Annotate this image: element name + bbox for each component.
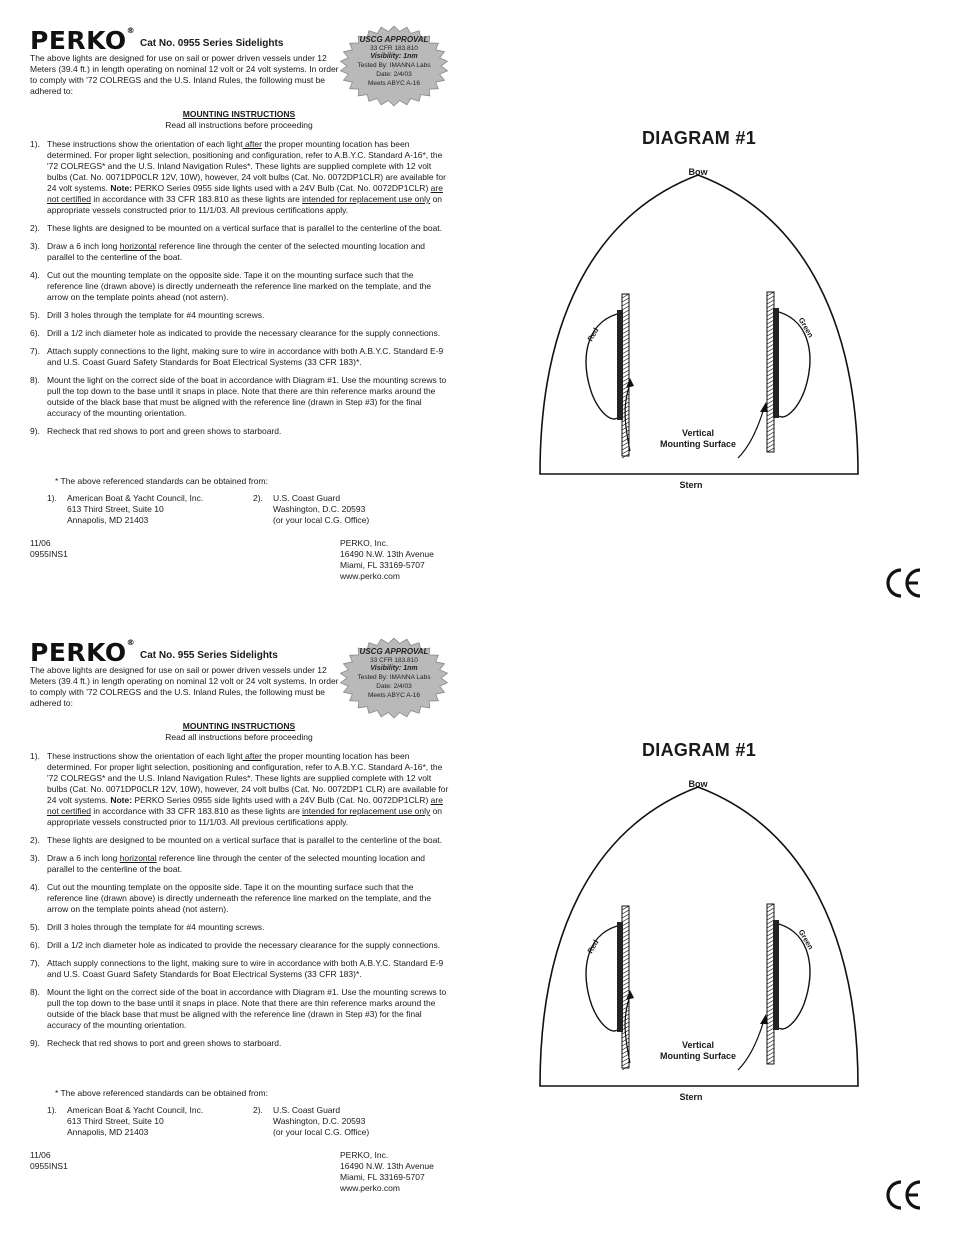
instruction-step-4: 4). Cut out the mounting template on the opposite side. Tape it on the mounting surface such that the reference line (drawn above) is directly underneath the reference line marked on the template, and the arrow on the template points ahead (not astern). bbox=[30, 270, 432, 302]
mounting-instructions-heading: MOUNTING INSTRUCTIONS bbox=[182, 721, 296, 731]
seal-title: USCG APPROVAL bbox=[359, 35, 429, 44]
catalog-number: Cat No. 0955 Series Sidelights bbox=[140, 38, 284, 49]
uscg-approval-seal bbox=[340, 26, 448, 110]
intro-paragraph: The above lights are designed for use on sail or power driven vessels under 12 Meters (39.4 ft.) in length operating on nominal 12 volt or 24 volt systems. In order to comply with '72 COLREGS and the U.S. Inland Rules, the following must be adhered to: bbox=[30, 53, 339, 96]
mounting-instructions-subheading: Read all instructions before proceeding bbox=[165, 732, 313, 742]
perko-logo: PERKO® bbox=[30, 26, 136, 55]
instruction-step-2: 2). These lights are designed to be mounted on a vertical surface that is parallel to the centerline of the boat. bbox=[30, 835, 443, 845]
instruction-step-9: 9). Recheck that red shows to port and green shows to starboard. bbox=[30, 1038, 282, 1048]
document-code: 0955INS1 bbox=[30, 549, 68, 559]
instruction-step-4: 4). Cut out the mounting template on the opposite side. Tape it on the mounting surface such that the reference line (drawn above) is directly underneath the reference line marked on the template, and the arrow on the template points ahead (not astern). bbox=[30, 882, 432, 914]
svg-text:CE: CE bbox=[884, 567, 886, 568]
seal-line: Date: 2/4/03 bbox=[376, 683, 412, 690]
document-info bbox=[30, 538, 68, 560]
instruction-step-5: 5). Drill 3 holes through the template for #4 mounting screws. bbox=[30, 310, 265, 320]
seal-line: Visibility: 1nm bbox=[370, 53, 418, 60]
bow-label: Bow bbox=[688, 167, 708, 177]
instruction-step-2: 2). These lights are designed to be mounted on a vertical surface that is parallel to the centerline of the boat. bbox=[30, 223, 443, 233]
seal-title: USCG APPROVAL bbox=[359, 647, 429, 656]
vertical-mounting-surface-label: Vertical Mounting Surface bbox=[660, 1040, 736, 1061]
document-code: 0955INS1 bbox=[30, 1161, 68, 1171]
instruction-step-8: 8). Mount the light on the correct side of the boat in accordance with Diagram #1. Use the mounting screws to pull the top down to the base until it snaps in place. Note that there are thin reference marks around the outside of the black base that must be aligned with the reference line (drawn in Step #3) for the final accuracy of the mounting orientation. bbox=[30, 987, 447, 1030]
standards-footnote: * The above referenced standards can be obtained from: bbox=[55, 476, 268, 486]
stern-label: Stern bbox=[679, 1092, 703, 1102]
instruction-step-8: 8). Mount the light on the correct side of the boat in accordance with Diagram #1. Use the mounting screws to pull the top down to the base until it snaps in place. Note that there are thin reference marks around the outside of the black base that must be aligned with the reference line (drawn in Step #3) for the final accuracy of the mounting orientation. bbox=[30, 375, 447, 418]
seal-line: Meets ABYC A-16 bbox=[367, 80, 421, 87]
instruction-sheet-955 bbox=[0, 612, 954, 1224]
abyc-address: 1). American Boat & Yacht Council, Inc. 613 Third Street, Suite 10 Annapolis, MD 21403 bbox=[47, 493, 204, 525]
document-info bbox=[30, 1150, 68, 1172]
instruction-step-6: 6). Drill a 1/2 inch diameter hole as indicated to provide the necessary clearance for the supply connections. bbox=[30, 940, 441, 950]
green-light-label: Green bbox=[796, 927, 816, 952]
intro-paragraph: The above lights are designed for use on sail or power driven vessels under 12 Meters (39.4 ft.) in length operating on nominal 12 volt or 24 volt systems. In order to comply with '72 COLREGS and the U.S. Inland Rules, the following must be adhered to: bbox=[30, 665, 339, 708]
document-date: 11/06 bbox=[30, 1150, 51, 1160]
port-mounting-surface bbox=[586, 906, 629, 1070]
instruction-step-7: 7). Attach supply connections to the light, making sure to wire in accordance with both A.B.Y.C. Standard E-9 and U.S. Coast Guard Safety Standards for Boat Electrical Systems (33 CFR 183)*. bbox=[30, 346, 444, 367]
company-address: PERKO, Inc. 16490 N.W. 13th Avenue Miami, FL 33169-5707 www.perko.com bbox=[340, 1150, 434, 1193]
boat-hull-diagram bbox=[530, 758, 875, 1088]
seal-line: Visibility: 1nm bbox=[370, 665, 418, 672]
seal-line: 33 CFR 183.810 bbox=[370, 45, 418, 52]
boat-hull-diagram bbox=[530, 146, 875, 476]
company-website[interactable]: www.perko.com bbox=[340, 1183, 400, 1193]
instruction-list bbox=[30, 751, 450, 1056]
port-mounting-surface bbox=[586, 294, 629, 458]
mounting-instructions-subheading: Read all instructions before proceeding bbox=[165, 120, 313, 130]
green-light-label: Green bbox=[796, 315, 816, 340]
vertical-mounting-surface-label: Vertical Mounting Surface bbox=[660, 428, 736, 449]
instruction-step-6: 6). Drill a 1/2 inch diameter hole as indicated to provide the necessary clearance for the supply connections. bbox=[30, 328, 441, 338]
diagram-title: DIAGRAM #1 bbox=[642, 740, 757, 760]
instruction-step-1: 1). These instructions show the orientation of each light after the proper mounting location has been determined. For proper light selection, positioning and configuration, refer to A.B.Y.C. Standard A-16*, the '72 COLREGS* and the U.S. Inland Navigation Rules*. These lights are supplied complete with 12 volt bulbs (Cat. No. 0071DP0CLR 12V, 10W), however, 24 volt bulbs (Cat. No. 0072DP1CLR) are available for 24 volt systems. Note: PERKO Series 0955 side lights used with a 24V Bulb (Cat. No. 0072DP1CLR) are not certified in accordance with 33 CFR 183.810 as these lights are intended for replacement use only on appropriate vessels constructed prior to 11/1/03. All previous certifications apply. bbox=[30, 139, 446, 215]
ce-mark-icon bbox=[884, 567, 924, 599]
seal-line: Date: 2/4/03 bbox=[376, 71, 412, 78]
red-light-label: Red bbox=[585, 938, 601, 955]
ce-mark-icon bbox=[884, 1179, 924, 1211]
standards-footnote: * The above referenced standards can be obtained from: bbox=[55, 1088, 268, 1098]
diagram-title: DIAGRAM #1 bbox=[642, 128, 757, 148]
uscg-address: 2). U.S. Coast Guard Washington, D.C. 20593 (or your local C.G. Office) bbox=[253, 493, 370, 525]
document-date: 11/06 bbox=[30, 538, 51, 548]
uscg-address: 2). U.S. Coast Guard Washington, D.C. 20593 (or your local C.G. Office) bbox=[253, 1105, 370, 1137]
company-address: PERKO, Inc. 16490 N.W. 13th Avenue Miami, FL 33169-5707 www.perko.com bbox=[340, 538, 434, 581]
bow-label: Bow bbox=[688, 779, 708, 789]
seal-line: Meets ABYC A-16 bbox=[367, 692, 421, 699]
instruction-step-1: 1). These instructions show the orientation of each light after the proper mounting location has been determined. For proper light selection, positioning and configuration, refer to A.B.Y.C. Standard A-16*, the '72 COLREGS* and the U.S. Inland Navigation Rules*. These lights are supplied complete with 12 volt bulbs (Cat. No. 0071DP0CLR 12V, 10W), however, 24 volt bulbs (Cat. No. 0072DP1 CLR) are available for 24 volt systems. Note: PERKO Series 0955 side lights used with a 24V Bulb (Cat. No. 0072DP1CLR) are not certified in accordance with 33 CFR 183.810 as these lights are intended for replacement use only on appropriate vessels constructed prior to 11/1/03. All previous certifications apply. bbox=[30, 751, 449, 827]
instruction-step-5: 5). Drill 3 holes through the template for #4 mounting screws. bbox=[30, 922, 265, 932]
instruction-list bbox=[30, 139, 450, 444]
company-website[interactable]: www.perko.com bbox=[340, 571, 400, 581]
perko-logo: PERKO® bbox=[30, 638, 136, 667]
instruction-step-3: 3). Draw a 6 inch long horizontal reference line through the center of the selected mounting location and parallel to the centerline of the boat. bbox=[30, 853, 426, 874]
catalog-number: Cat No. 955 Series Sidelights bbox=[140, 650, 278, 661]
instruction-step-9: 9). Recheck that red shows to port and green shows to starboard. bbox=[30, 426, 282, 436]
seal-line: Tested By: IMANNA Labs bbox=[357, 674, 431, 681]
stern-label: Stern bbox=[679, 480, 703, 490]
seal-line: 33 CFR 183.810 bbox=[370, 657, 418, 664]
red-light-label: Red bbox=[585, 326, 601, 343]
instruction-step-3: 3). Draw a 6 inch long horizontal reference line through the center of the selected mounting location and parallel to the centerline of the boat. bbox=[30, 241, 426, 262]
svg-text:CE: CE bbox=[884, 1179, 886, 1180]
seal-line: Tested By: IMANNA Labs bbox=[357, 62, 431, 69]
uscg-approval-seal bbox=[340, 638, 448, 722]
instruction-sheet-0955 bbox=[0, 0, 954, 612]
abyc-address: 1). American Boat & Yacht Council, Inc. 613 Third Street, Suite 10 Annapolis, MD 21403 bbox=[47, 1105, 204, 1137]
instruction-step-7: 7). Attach supply connections to the light, making sure to wire in accordance with both A.B.Y.C. Standard E-9 and U.S. Coast Guard Safety Standards for Boat Electrical Systems (33 CFR 183)*. bbox=[30, 958, 444, 979]
mounting-instructions-heading: MOUNTING INSTRUCTIONS bbox=[182, 109, 296, 119]
